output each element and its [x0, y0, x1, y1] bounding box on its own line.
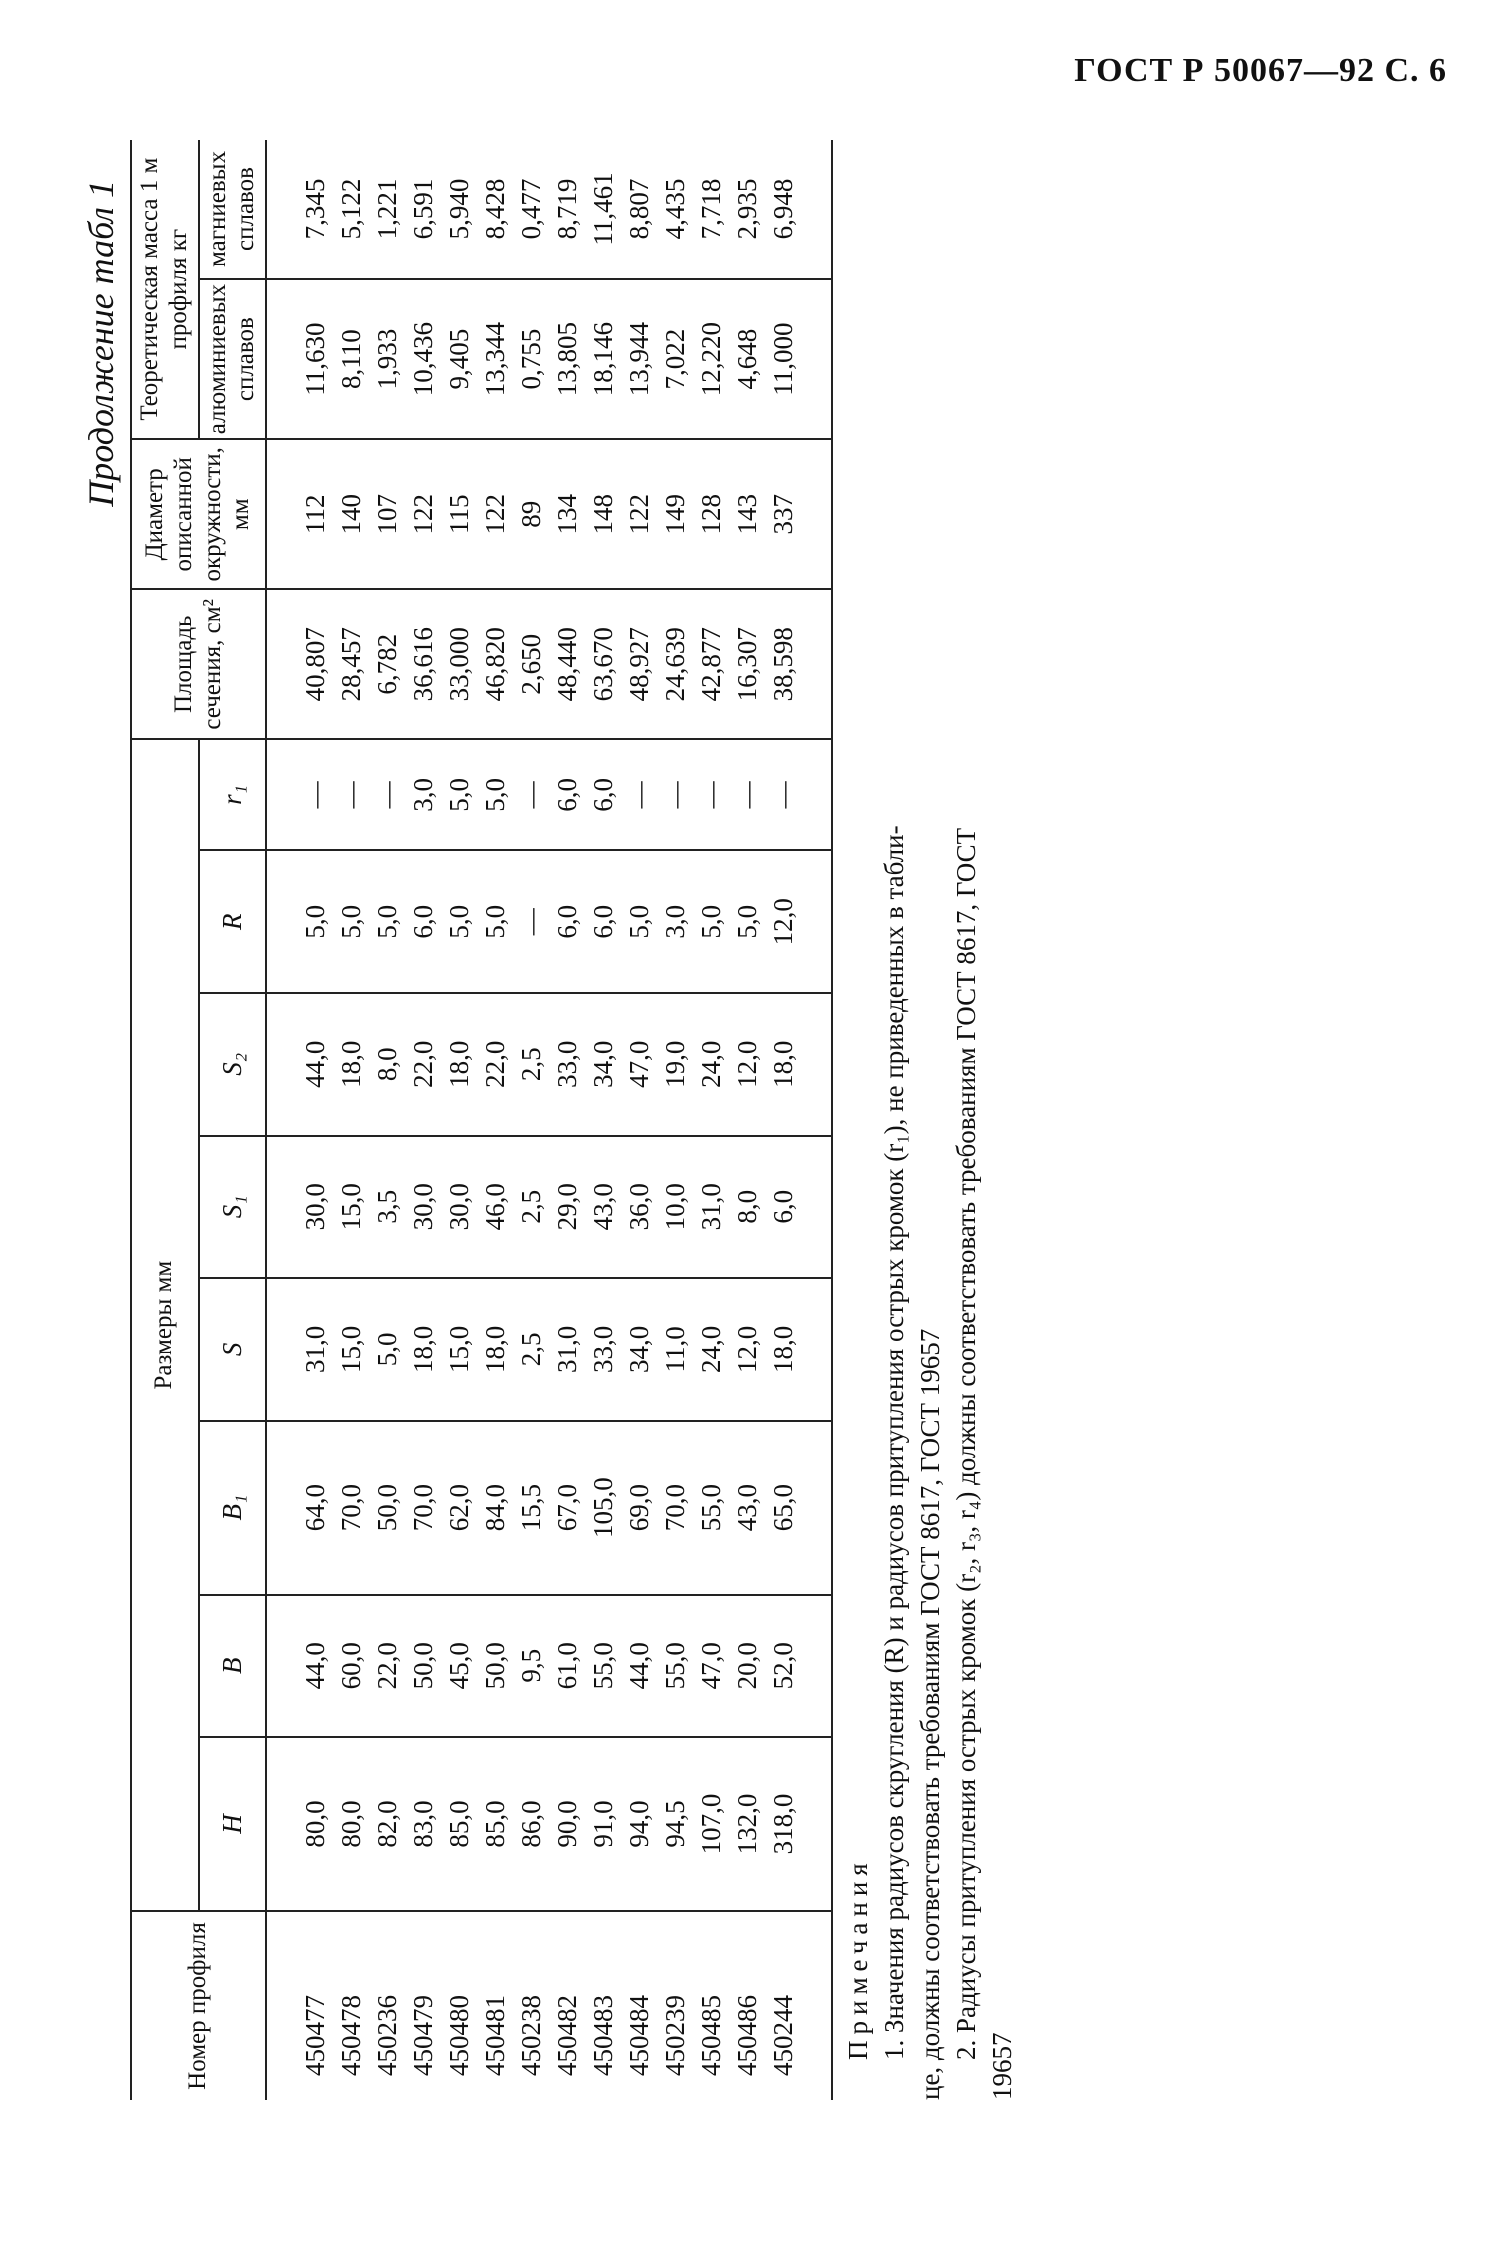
table-cell: 22,0 — [369, 1595, 405, 1738]
table-cell: 44,0 — [266, 1595, 333, 1738]
notes-title: Примечания — [843, 1857, 873, 2060]
table-cell: 105,0 — [585, 1421, 621, 1595]
table-cell: 18,146 — [585, 279, 621, 439]
table-cell: 80,0 — [266, 1737, 333, 1911]
profile-number-cell: 450485 — [693, 1911, 729, 2100]
table-cell: 1,221 — [369, 140, 405, 279]
table-cell: 34,0 — [585, 993, 621, 1136]
table-cell: 44,0 — [266, 993, 333, 1136]
table-cell: 8,0 — [729, 1136, 765, 1279]
table-cell: 89 — [513, 439, 549, 589]
header-diameter: Диаметр описанной окружности, мм — [131, 439, 266, 589]
table-cell: 8,110 — [333, 279, 369, 439]
table-cell: 6,0 — [549, 850, 585, 993]
table-row — [621, 140, 657, 2100]
table-cell: 6,782 — [369, 589, 405, 739]
table-cell: 60,0 — [333, 1595, 369, 1738]
table-caption: Продолжение табл 1 — [81, 180, 121, 507]
header-magnesium: магниевых сплавов — [199, 140, 267, 279]
table-cell: 22,0 — [477, 993, 513, 1136]
table-cell: 36,0 — [621, 1136, 657, 1279]
table-cell: 122 — [621, 439, 657, 589]
table-cell: 3,0 — [657, 850, 693, 993]
table-cell: — — [729, 739, 765, 850]
header-profile-number: Номер профиля — [131, 1911, 266, 2100]
profile-number-cell: 450479 — [405, 1911, 441, 2100]
header-S1: S₁ — [199, 1136, 267, 1279]
table-cell: 107 — [369, 439, 405, 589]
table-cell: — — [765, 739, 832, 850]
header-dimensions: Размеры мм — [131, 739, 199, 1911]
table-cell: 47,0 — [621, 993, 657, 1136]
table-cell: 6,0 — [549, 739, 585, 850]
table-cell: 12,0 — [729, 993, 765, 1136]
table-cell: 5,0 — [441, 739, 477, 850]
table-cell: 11,000 — [765, 279, 832, 439]
table-cell: 19,0 — [657, 993, 693, 1136]
header-area: Площадь сечения, см² — [131, 589, 266, 739]
table-cell: 3,5 — [369, 1136, 405, 1279]
profile-number-cell: 450480 — [441, 1911, 477, 2100]
profile-number-cell: 450477 — [266, 1911, 333, 2100]
table-cell: 45,0 — [441, 1595, 477, 1738]
table-cell: 43,0 — [585, 1136, 621, 1279]
table-cell: 132,0 — [729, 1737, 765, 1911]
table-cell: 1,933 — [369, 279, 405, 439]
table-cell: 6,948 — [765, 140, 832, 279]
profile-number-cell: 450482 — [549, 1911, 585, 2100]
note-1-line-2: це, должны соответствовать требованиям ГОСТ 8617, ГОСТ 19657 — [915, 1328, 945, 2100]
table-cell: 112 — [266, 439, 333, 589]
table-cell: 122 — [405, 439, 441, 589]
note-2-line-1: 2. Радиусы притупления острых кромок (r₂, r₃, r₄) должны соответствовать требованиям ГОСТ 8617, ГОСТ — [951, 827, 981, 2060]
table-cell: 20,0 — [729, 1595, 765, 1738]
table-cell: 55,0 — [693, 1421, 729, 1595]
table-row — [266, 140, 333, 2100]
table-cell: 80,0 — [333, 1737, 369, 1911]
table-cell: 83,0 — [405, 1737, 441, 1911]
table-cell: 18,0 — [441, 993, 477, 1136]
table-cell: 7,345 — [266, 140, 333, 279]
table-cell: — — [513, 739, 549, 850]
table-cell: 12,0 — [765, 850, 832, 993]
table-cell: 85,0 — [477, 1737, 513, 1911]
table-cell: 24,0 — [693, 1278, 729, 1421]
table-cell: 70,0 — [657, 1421, 693, 1595]
table-cell: 140 — [333, 439, 369, 589]
table-cell: 30,0 — [405, 1136, 441, 1279]
table-cell: 128 — [693, 439, 729, 589]
table-cell: 48,927 — [621, 589, 657, 739]
table-cell: 10,0 — [657, 1136, 693, 1279]
table-cell: 122 — [477, 439, 513, 589]
table-cell: 18,0 — [765, 1278, 832, 1421]
header-B: B — [199, 1595, 267, 1738]
table-cell: 115 — [441, 439, 477, 589]
table-cell: 5,0 — [369, 850, 405, 993]
profile-number-cell: 450244 — [765, 1911, 832, 2100]
table-cell: 36,616 — [405, 589, 441, 739]
table-cell: 62,0 — [441, 1421, 477, 1595]
table-cell: 6,0 — [765, 1136, 832, 1279]
table-cell: 10,436 — [405, 279, 441, 439]
table-cell: 5,0 — [693, 850, 729, 993]
table-cell: 65,0 — [765, 1421, 832, 1595]
profile-number-cell: 450486 — [729, 1911, 765, 2100]
table-cell: 18,0 — [765, 993, 832, 1136]
table-cell: 8,807 — [621, 140, 657, 279]
table-cell: 4,435 — [657, 140, 693, 279]
header-R: R — [199, 850, 267, 993]
table-cell: 5,0 — [441, 850, 477, 993]
table-cell: 2,5 — [513, 1136, 549, 1279]
table-cell: 13,344 — [477, 279, 513, 439]
table-cell: 4,648 — [729, 279, 765, 439]
table-cell: 30,0 — [266, 1136, 333, 1279]
table-cell: 2,935 — [729, 140, 765, 279]
table-cell: 31,0 — [549, 1278, 585, 1421]
table-cell: 13,805 — [549, 279, 585, 439]
table-cell: 42,877 — [693, 589, 729, 739]
table-cell: 13,944 — [621, 279, 657, 439]
table-cell: 94,0 — [621, 1737, 657, 1911]
table-cell: 33,0 — [585, 1278, 621, 1421]
table-cell: 82,0 — [369, 1737, 405, 1911]
table-cell: 15,0 — [333, 1136, 369, 1279]
profile-number-cell: 450478 — [333, 1911, 369, 2100]
table-cell: — — [266, 739, 333, 850]
table-cell: 63,670 — [585, 589, 621, 739]
header-r1: r₁ — [199, 739, 267, 850]
table-cell: 29,0 — [549, 1136, 585, 1279]
table-cell: 24,639 — [657, 589, 693, 739]
table-cell: 40,807 — [266, 589, 333, 739]
table-cell: 44,0 — [621, 1595, 657, 1738]
table-cell: 2,650 — [513, 589, 549, 739]
table-cell: 5,0 — [729, 850, 765, 993]
table-cell: 9,405 — [441, 279, 477, 439]
table-cell: 31,0 — [266, 1278, 333, 1421]
profile-number-cell: 450484 — [621, 1911, 657, 2100]
table-cell: 11,461 — [585, 140, 621, 279]
table-cell: 70,0 — [333, 1421, 369, 1595]
header-B1: B₁ — [199, 1421, 267, 1595]
table-cell: 48,440 — [549, 589, 585, 739]
table-cell: 5,0 — [266, 850, 333, 993]
table-cell: 18,0 — [405, 1278, 441, 1421]
table-cell: 64,0 — [266, 1421, 333, 1595]
table-cell: 43,0 — [729, 1421, 765, 1595]
table-row — [477, 140, 513, 2100]
profile-number-cell: 450238 — [513, 1911, 549, 2100]
table-cell: 143 — [729, 439, 765, 589]
table-cell: 5,940 — [441, 140, 477, 279]
table-cell: 91,0 — [585, 1737, 621, 1911]
table-cell: 15,5 — [513, 1421, 549, 1595]
table-cell: 33,0 — [549, 993, 585, 1136]
table-row — [729, 140, 765, 2100]
table-cell: 61,0 — [549, 1595, 585, 1738]
table-cell: 12,0 — [729, 1278, 765, 1421]
notes — [840, 140, 1020, 2100]
table-cell: 318,0 — [765, 1737, 832, 1911]
table-cell: 67,0 — [549, 1421, 585, 1595]
profile-number-cell: 450236 — [369, 1911, 405, 2100]
header-S: S — [199, 1278, 267, 1421]
table-cell: 22,0 — [405, 993, 441, 1136]
table-row — [765, 140, 832, 2100]
table-cell: 5,0 — [369, 1278, 405, 1421]
table-cell: 134 — [549, 439, 585, 589]
table-cell: 18,0 — [333, 993, 369, 1136]
table-cell: — — [657, 739, 693, 850]
table-cell: 55,0 — [585, 1595, 621, 1738]
table-cell: 50,0 — [477, 1595, 513, 1738]
table-cell: 5,122 — [333, 140, 369, 279]
table-cell: 2,5 — [513, 993, 549, 1136]
table-cell: 15,0 — [333, 1278, 369, 1421]
table-cell: 5,0 — [621, 850, 657, 993]
table-cell: 11,0 — [657, 1278, 693, 1421]
table-cell: 46,0 — [477, 1136, 513, 1279]
table-cell: 90,0 — [549, 1737, 585, 1911]
table-cell: 50,0 — [369, 1421, 405, 1595]
table-cell: 55,0 — [657, 1595, 693, 1738]
table-cell: 6,0 — [585, 850, 621, 993]
table-cell: 11,630 — [266, 279, 333, 439]
table-cell: 0,477 — [513, 140, 549, 279]
profile-table — [130, 140, 833, 2100]
table-row — [441, 140, 477, 2100]
profile-number-cell: 450481 — [477, 1911, 513, 2100]
table-cell: — — [333, 739, 369, 850]
table-cell: 3,0 — [405, 739, 441, 850]
table-cell: 52,0 — [765, 1595, 832, 1738]
table-cell: 12,220 — [693, 279, 729, 439]
table-cell: 24,0 — [693, 993, 729, 1136]
table-cell: 31,0 — [693, 1136, 729, 1279]
table-cell: 34,0 — [621, 1278, 657, 1421]
table-cell: 46,820 — [477, 589, 513, 739]
table-row — [513, 140, 549, 2100]
table-cell: 18,0 — [477, 1278, 513, 1421]
table-cell: 7,022 — [657, 279, 693, 439]
table-cell: 337 — [765, 439, 832, 589]
table-body — [266, 140, 832, 2100]
table-cell: 5,0 — [333, 850, 369, 993]
table-cell: 0,755 — [513, 279, 549, 439]
header-aluminium: алюминиевых сплавов — [199, 279, 267, 439]
table-cell: 2,5 — [513, 1278, 549, 1421]
table-cell: 69,0 — [621, 1421, 657, 1595]
table-cell: 30,0 — [441, 1136, 477, 1279]
note-1-line-1: 1. Значения радиусов скругления (R) и радиусов притупления острых кромок (r₁), не приведенных в табли- — [879, 825, 909, 2060]
profile-number-cell: 450483 — [585, 1911, 621, 2100]
table-cell: 8,428 — [477, 140, 513, 279]
table-row — [333, 140, 369, 2100]
table-cell: 86,0 — [513, 1737, 549, 1911]
profile-number-cell: 450239 — [657, 1911, 693, 2100]
table-cell: 107,0 — [693, 1737, 729, 1911]
table-row — [549, 140, 585, 2100]
table-cell: 7,718 — [693, 140, 729, 279]
table-cell: 85,0 — [441, 1737, 477, 1911]
table-cell: 70,0 — [405, 1421, 441, 1595]
table-cell: 5,0 — [477, 739, 513, 850]
table-cell: — — [621, 739, 657, 850]
table-row — [693, 140, 729, 2100]
table-cell: 8,0 — [369, 993, 405, 1136]
table-cell: — — [693, 739, 729, 850]
header-S2: S₂ — [199, 993, 267, 1136]
table-cell: — — [513, 850, 549, 993]
table-cell: 6,0 — [405, 850, 441, 993]
table-cell: 50,0 — [405, 1595, 441, 1738]
table-cell: 15,0 — [441, 1278, 477, 1421]
table-cell: 9,5 — [513, 1595, 549, 1738]
table-row — [405, 140, 441, 2100]
table-cell: 38,598 — [765, 589, 832, 739]
header-H: H — [199, 1737, 267, 1911]
table-cell: 33,000 — [441, 589, 477, 739]
rotated-content — [80, 120, 1110, 2130]
note-2-line-2: 19657 — [987, 2032, 1017, 2100]
table-row — [657, 140, 693, 2100]
table-cell: 6,591 — [405, 140, 441, 279]
table-cell: 94,5 — [657, 1737, 693, 1911]
table-cell: 84,0 — [477, 1421, 513, 1595]
table-cell: 5,0 — [477, 850, 513, 993]
page-header: ГОСТ Р 50067—92 С. 6 — [1074, 52, 1447, 89]
table-cell: — — [369, 739, 405, 850]
header-mass: Теоретическая масса 1 м профиля кг — [131, 140, 199, 439]
table-cell: 149 — [657, 439, 693, 589]
table-cell: 16,307 — [729, 589, 765, 739]
table-row — [585, 140, 621, 2100]
table-cell: 47,0 — [693, 1595, 729, 1738]
table-cell: 8,719 — [549, 140, 585, 279]
table-cell: 28,457 — [333, 589, 369, 739]
table-cell: 148 — [585, 439, 621, 589]
table-row — [369, 140, 405, 2100]
table-cell: 6,0 — [585, 739, 621, 850]
